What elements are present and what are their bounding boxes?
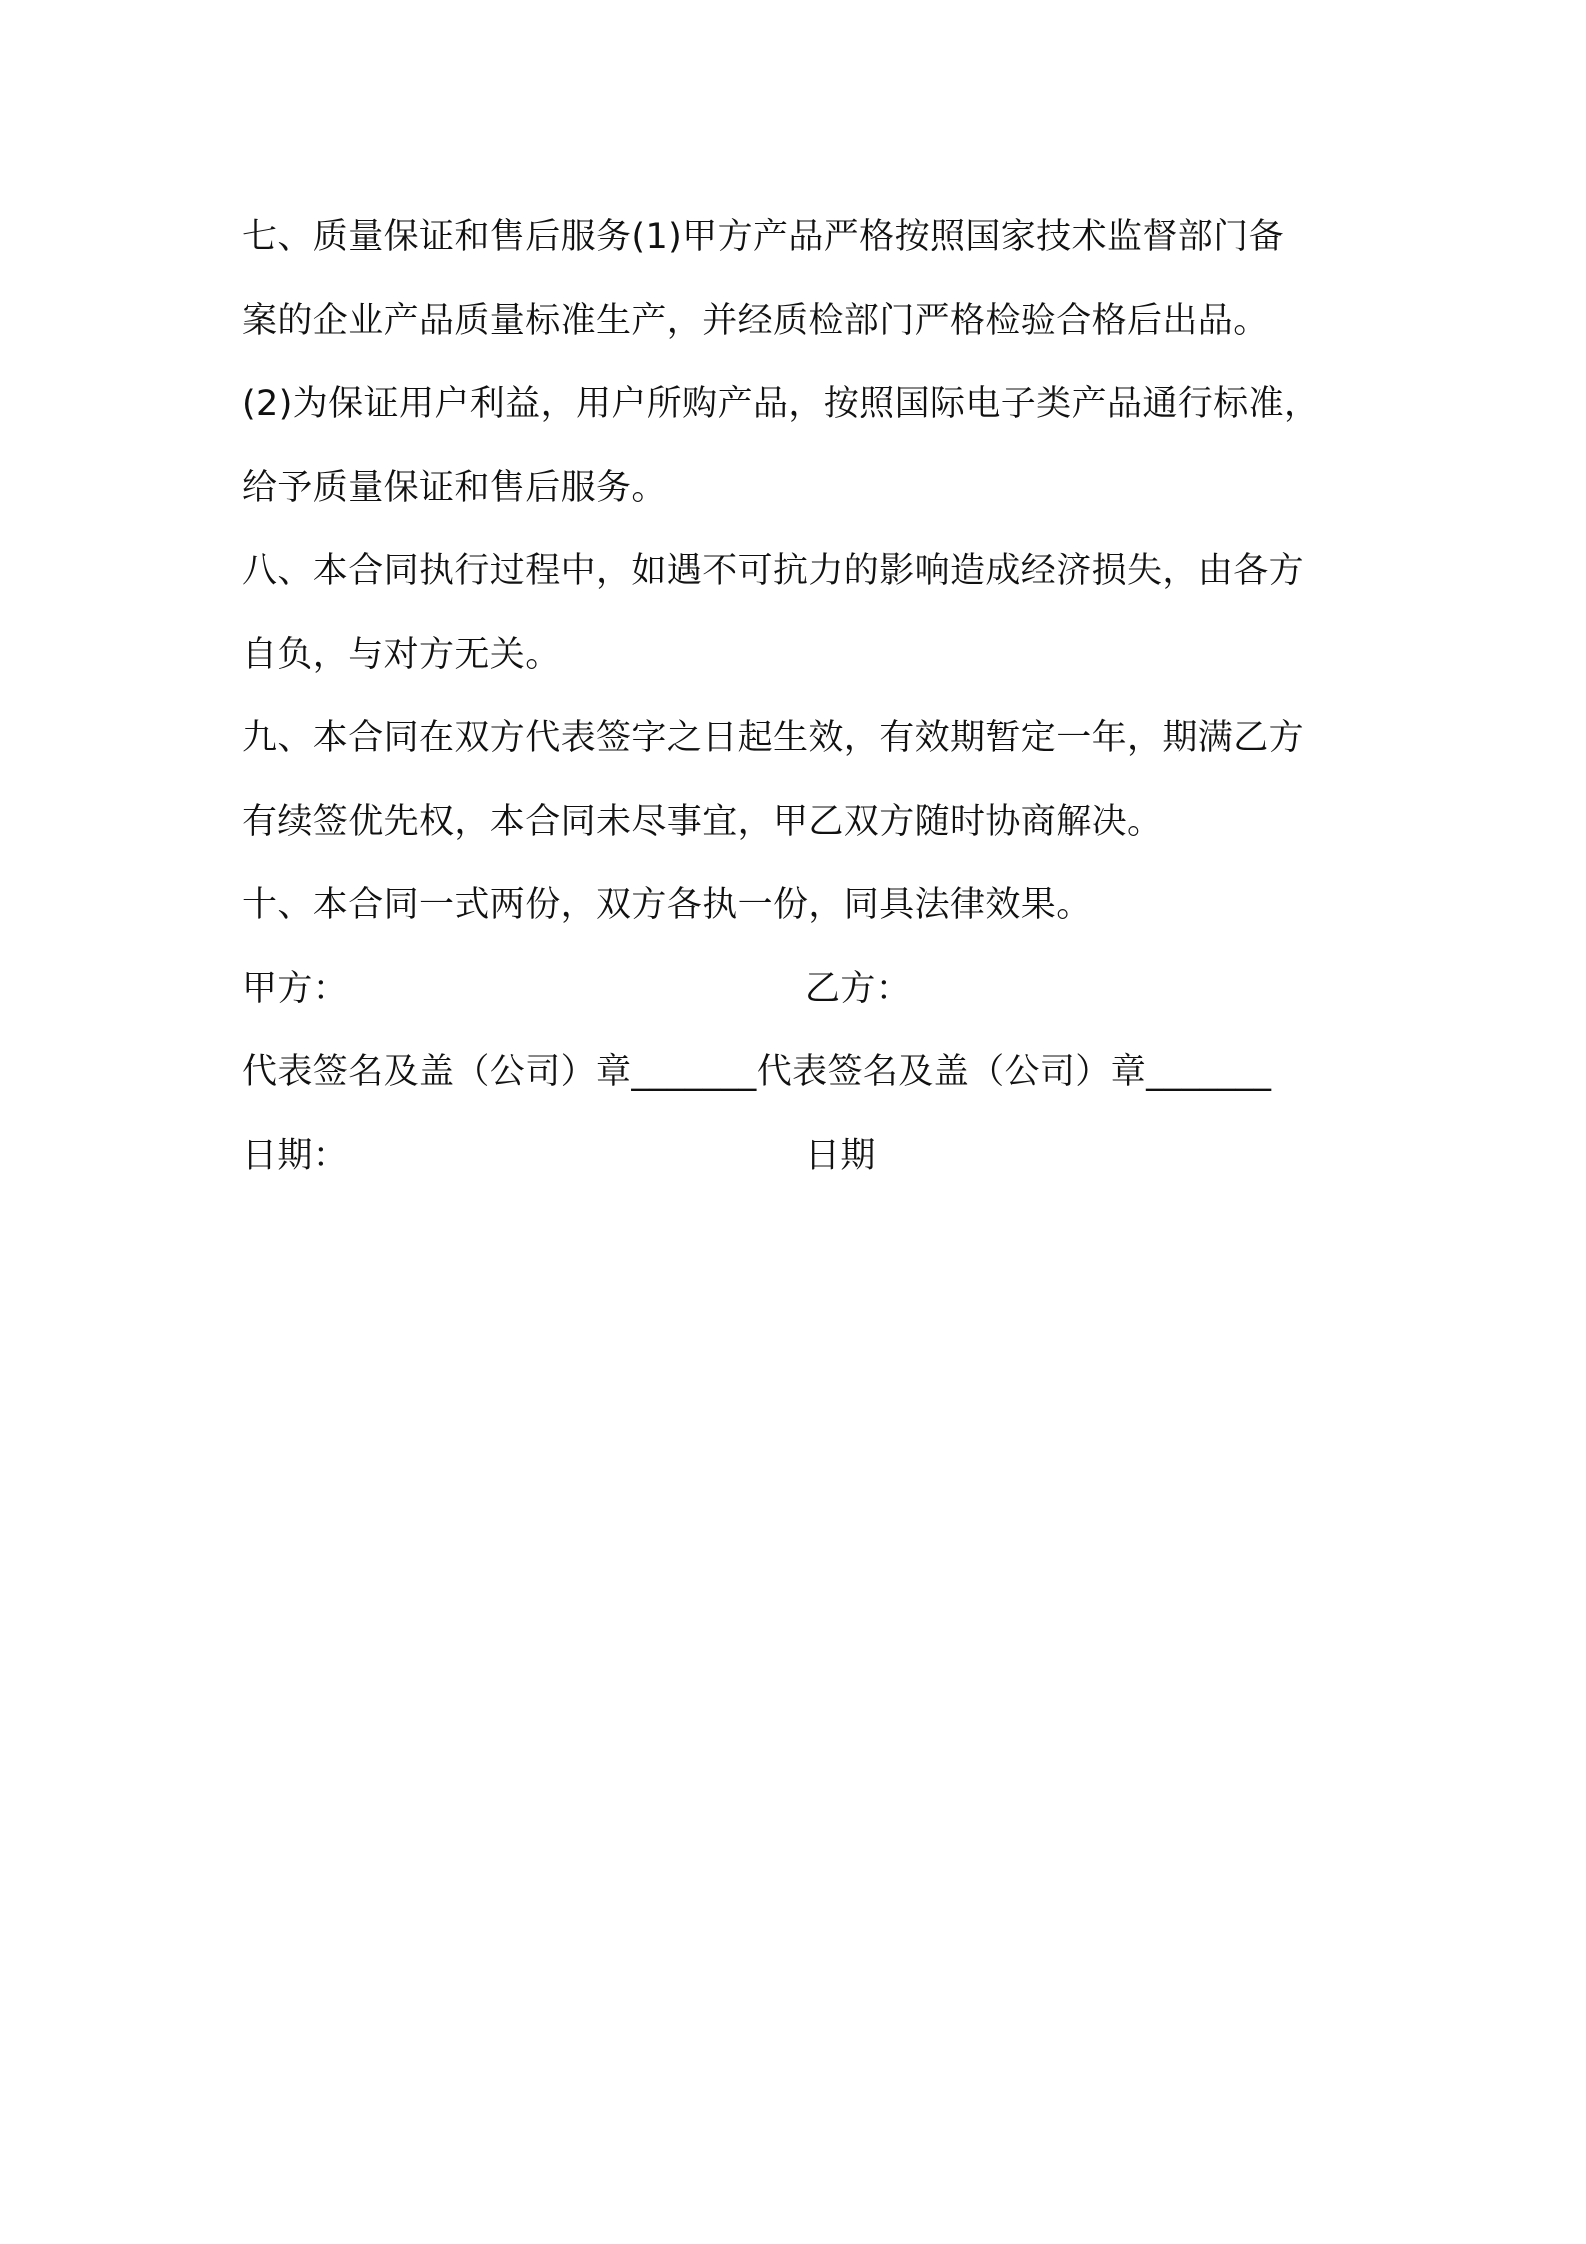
party-a-date-label: 日期：: [242, 1135, 349, 1176]
clause-9-line-1: 九、本合同在双方代表签字之日起生效，有效期暂定一年，期满乙方: [242, 718, 1305, 758]
party-a-label: 甲方：: [242, 968, 349, 1009]
date-row: [242, 1115, 1366, 1199]
clause-7-line-4: 给予质量保证和售后服务。: [242, 467, 667, 508]
contract-body: [242, 196, 1366, 1198]
clause-7-line-1: 七、质量保证和售后服务(1)甲方产品严格按照国家技术监督部门备: [242, 217, 1284, 257]
signature-row: [242, 1031, 1366, 1115]
clause-8-line-2: 自负，与对方无关。: [242, 634, 561, 675]
party-b-signature-line: 代表签名及盖（公司）章_______: [756, 1052, 1272, 1092]
party-row: [242, 948, 1366, 1032]
clause-9-line-2: 有续签优先权，本合同未尽事宜，甲乙双方随时协商解决。: [242, 801, 1163, 842]
clause-9: [242, 697, 1366, 864]
clause-8-line-1: 八、本合同执行过程中，如遇不可抗力的影响造成经济损失，由各方: [242, 551, 1305, 591]
party-b-label: 乙方：: [805, 968, 912, 1009]
clause-10: [242, 864, 1366, 948]
clause-7-line-3: (2)为保证用户利益，用户所购产品，按照国际电子类产品通行标准，: [242, 384, 1320, 424]
clause-7: [242, 196, 1366, 530]
party-b-date-label: 日期: [805, 1135, 876, 1176]
clause-8: [242, 530, 1366, 697]
clause-10-line-1: 十、本合同一式两份，双方各执一份，同具法律效果。: [242, 885, 1092, 925]
clause-7-line-2: 案的企业产品质量标准生产，并经质检部门严格检验合格后出品。: [242, 300, 1269, 341]
party-a-signature-line: 代表签名及盖（公司）章_______: [242, 1052, 757, 1092]
